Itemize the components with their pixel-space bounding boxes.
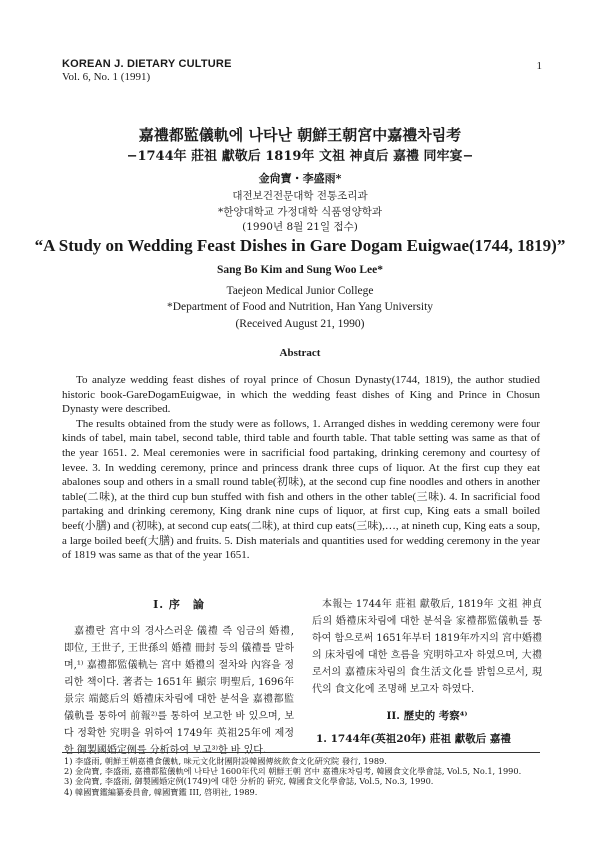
subsection-1-heading: 1. 1744年(英祖20年) 莊祖 獻敬后 嘉禮 <box>316 733 511 745</box>
received-date-english: (Received August 21, 1990) <box>235 318 365 330</box>
footnote-4: 4) 韓國寶鑑編纂委員會, 韓國寶鑑 III, 啓明社, 1989. <box>64 786 258 797</box>
abstract-paragraph-1: To analyze wedding feast dishes of royal prince of Chosun Dynasty(1744, 1819), the author studied historic book-GareDogamEuigwae, in which the wedding feast dishes of King and Prince in Chosun Dynasty were described. <box>62 374 540 416</box>
journal-issue: Vol. 6, No. 1 (1991) <box>62 71 151 83</box>
right-column-paragraph: 本報는 1744年 莊祖 獻敬后, 1819年 文祖 神貞后의 婚禮床차림에 대한 분석을 家禮都監儀軌를 통하여 함으로써 1651年부터 1819年까지의 宮中婚禮의 床차림에 대한 흐름을 究明하고자 하였으며, 大禮로서의 嘉禮床차림의 食生活文化를 밝힘으로서, 現代의 食文化에 조명해 보고자 하였다. <box>312 599 542 695</box>
authors-english: Sang Bo Kim and Sung Woo Lee* <box>217 264 383 276</box>
section-1-heading: I. 序 論 <box>153 598 205 611</box>
body-right-column <box>312 596 542 748</box>
section-2-heading: II. 歷史的 考察⁴⁾ <box>386 710 468 722</box>
affiliation-english-2: *Department of Food and Nutrition, Han Yang University <box>166 301 434 313</box>
affiliation-korean-2: *한양대학교 가정대학 식품영양학과 <box>217 206 383 218</box>
subtitle-korean: −1744年 莊祖 獻敬后 1819年 文祖 神貞后 嘉禮 同牢宴− <box>126 149 474 164</box>
left-column-paragraph: 嘉禮란 宮中의 경사스러운 儀禮 즉 임금의 婚禮, 即位, 王世子, 王世孫의 婚禮 冊封 등의 儀禮를 말하며,¹⁾ 嘉禮都監儀軌는 宮中 婚禮의 절차와 內容을 정리한 책이다. 著者는 1651年 顯宗 明聖后, 1696年 景宗 端懿后의 婚禮床차림에 대한 분석을 嘉禮都監儀軌를 통하여 前報²⁾를 통하여 보고한 바 있으며, 보다 정확한 究明을 위하여 1749年 英祖25年에 제정한 御製國婚定例를 分析하여 보고³⁾한 바 있다. <box>64 626 294 756</box>
received-date-korean: (1990년 8월 21일 접수) <box>242 221 358 233</box>
footnote-1: 1) 李盛雨, 朝鮮王朝嘉禮食儀軌, 味元文化財團附設韓國傳統飮食文化硏究院 發行, 1989. <box>64 756 387 766</box>
abstract-heading: Abstract <box>279 347 321 359</box>
journal-name: KOREAN J. DIETARY CULTURE <box>62 58 232 70</box>
abstract-paragraph-2: The results obtained from the study were as follows, 1. Arranged dishes in wedding ceremony were four kinds of tabel, main tabel, second table, third table and fourth table. That table setting was same as that of the year 1651. 2. Meal ceremonies were in sacrificial food partaking, drinking ceremony and courtesy of levee. 3. In wedding ceremony, prince and princess drank three cups of liquor. At the first cup they eat abalones soup and others in a small round table(初味), at the second cup fine noodles and others in another table(二味), at the third cup bun stuffed with fish and others in the other table(三味). 4. In sacrificial food partaking and drinking ceremony, King drank nine cups of liquor, at first cup, King eats a small boiled beef(小膳) and (初味), at second cup eats(二味), at third cup eats(三味),…, at nineth cup, King eats a soup, a large boiled beef(大膳) and fruits. 5. Dish materials and quantities used for wedding ceremony in the year of 1819 was same as that of the year 1651. <box>62 417 540 562</box>
body-left-column <box>64 596 294 759</box>
footnote-2: 2) 金尙寶, 李盛雨, 嘉禮都監儀軌에 나타난 1600年代의 朝鮮王朝 宮中 嘉禮床차림考, 韓國食文化學會誌, Vol.5, No.1, 1990. <box>64 766 522 777</box>
title-korean: 嘉禮都監儀軌에 나타난 朝鮮王朝宮中嘉禮차림考 <box>138 126 462 144</box>
page-number: 1 <box>536 60 542 72</box>
abstract-body <box>62 373 540 563</box>
title-english: “A Study on Wedding Feast Dishes in Gare Dogam Euigwae(1744, 1819)” <box>34 236 566 255</box>
footnote-3: 3) 金尙寶, 李盛雨, 御製國婚定例(1749)에 대한 分析的 硏究, 韓國食文化學會誌, Vol.5, No.3, 1990. <box>64 776 434 787</box>
affiliation-english-1: Taejeon Medical Junior College <box>226 285 374 297</box>
authors-korean: 金尙寶・李盛雨* <box>258 172 342 185</box>
affiliation-korean-1: 대전보건전문대학 전통조리과 <box>232 190 368 202</box>
footnote-divider <box>62 752 540 753</box>
footnotes <box>64 756 540 797</box>
